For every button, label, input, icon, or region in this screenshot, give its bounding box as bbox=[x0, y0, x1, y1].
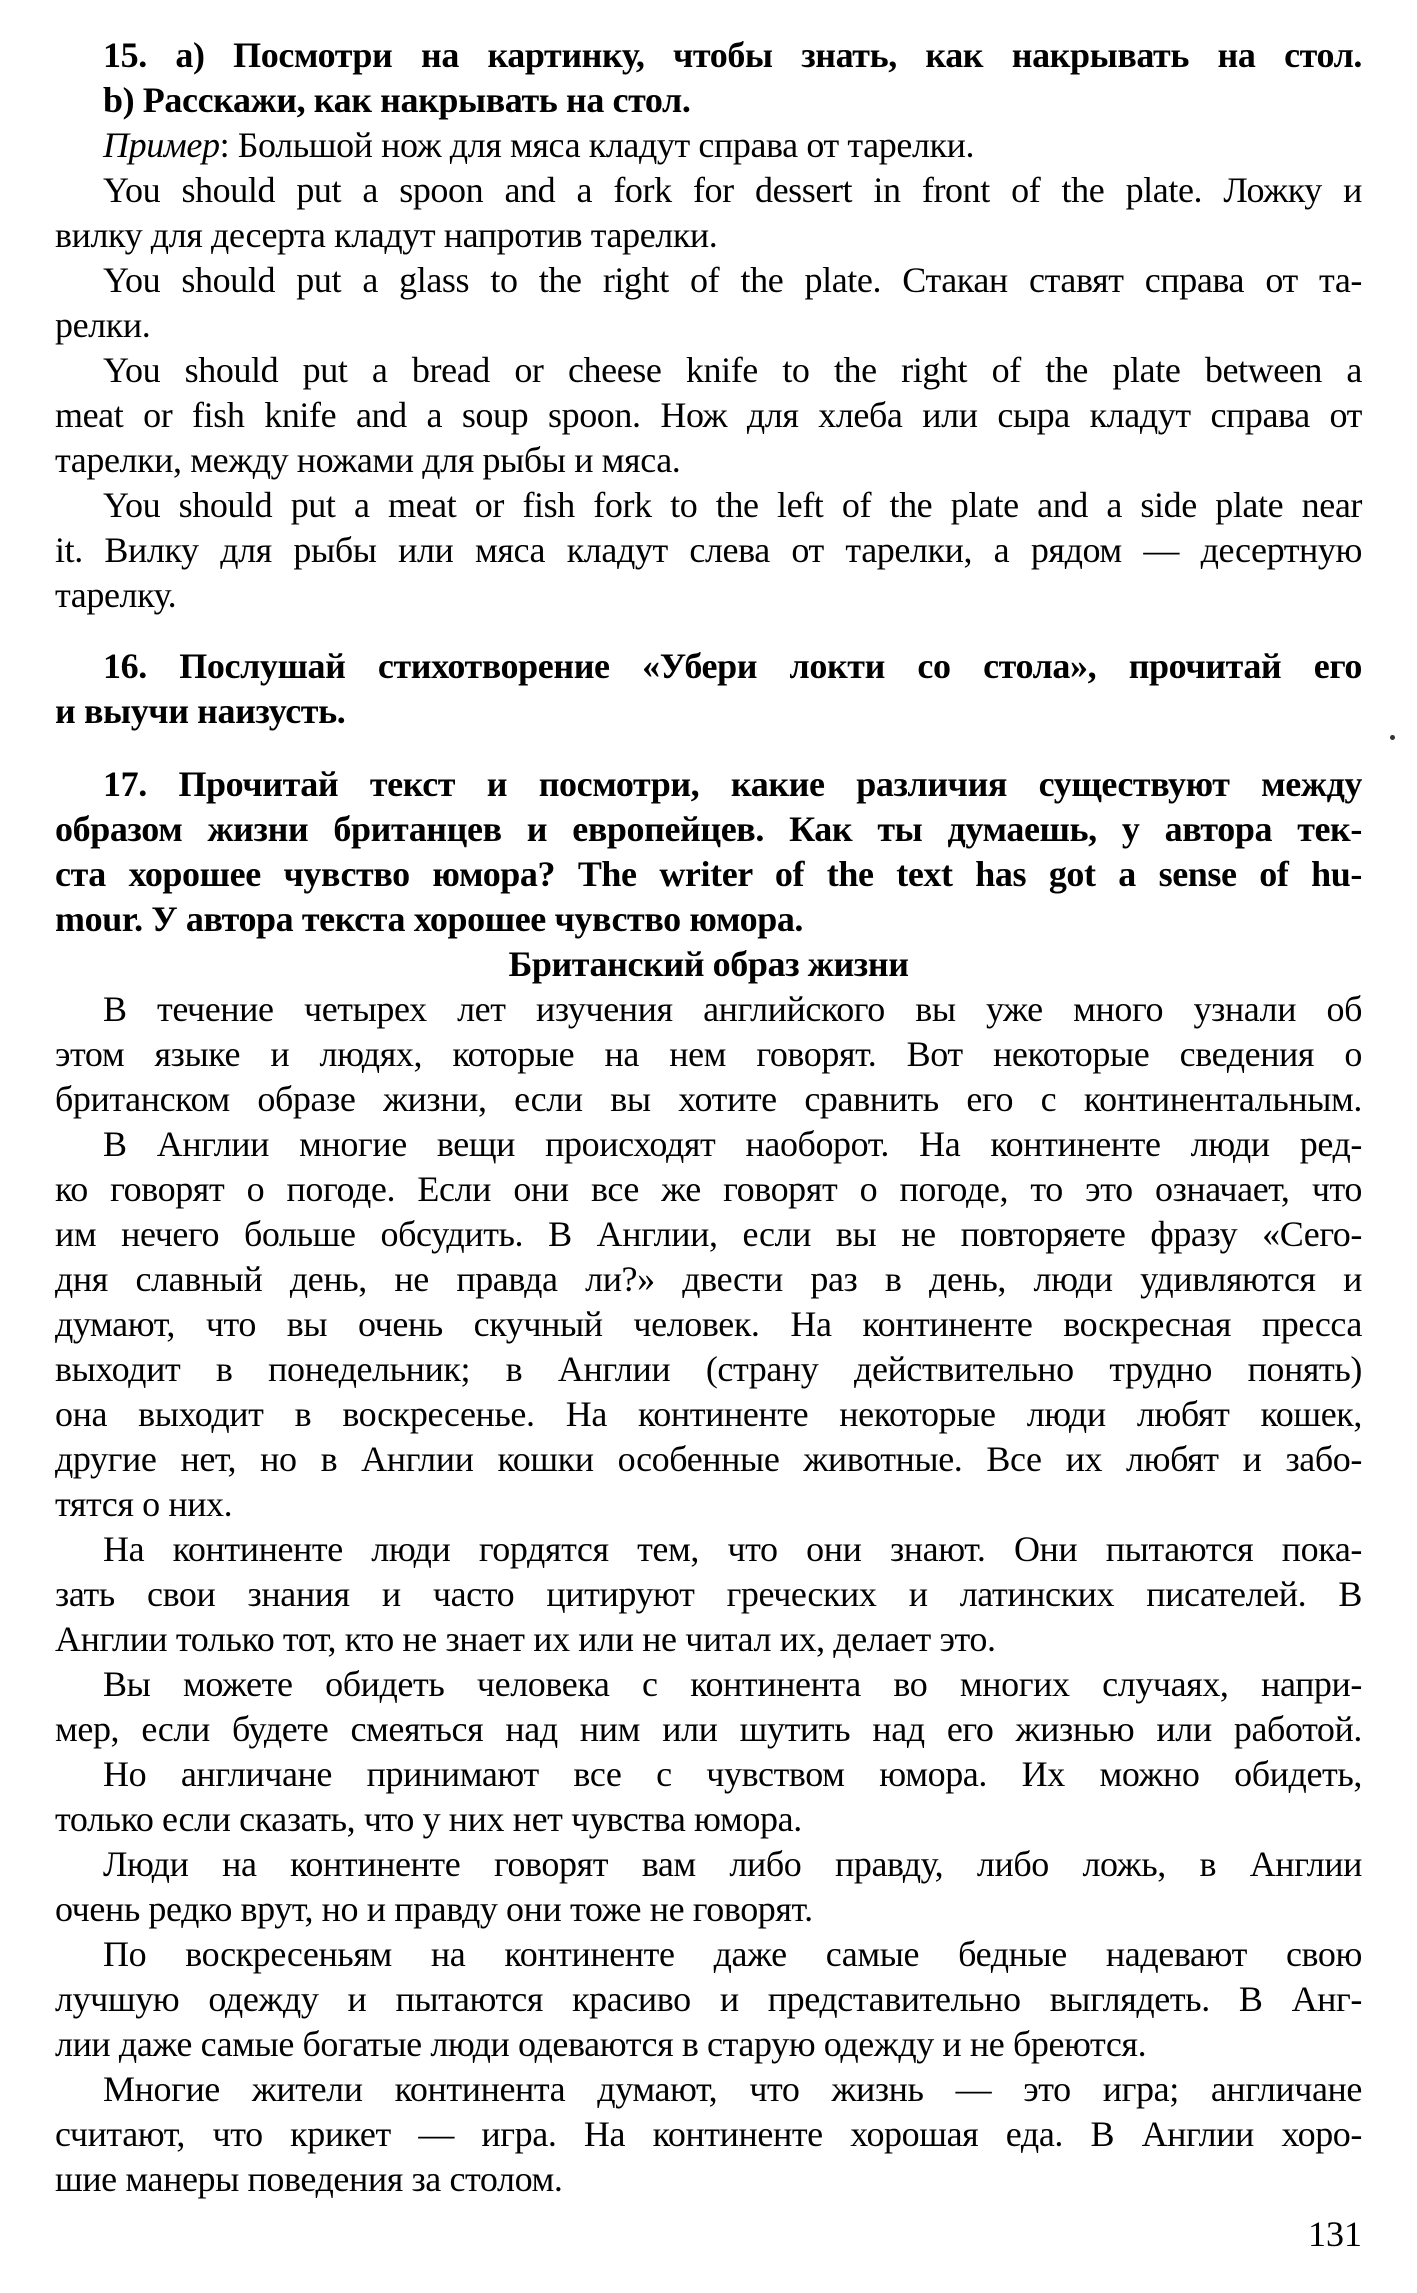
text-line: считают, что крикет — игра. На континенте хорошая еда. В Англии хоро- bbox=[55, 2114, 1362, 2154]
exercise-15a-line: 15. а) Посмотри на картинку, чтобы знать, как накрывать на стол. bbox=[103, 35, 1362, 75]
text-title-line: Британский образ жизни bbox=[508, 944, 909, 984]
text-line: вилку для десерта кладут напротив тарелки. bbox=[55, 215, 718, 255]
page-number: 131 bbox=[1308, 2214, 1362, 2254]
paragraph-offend bbox=[55, 1662, 1362, 1752]
text-line: На континенте люди гордятся тем, что они знают. Они пытаются пока- bbox=[103, 1529, 1362, 1569]
text-line: образом жизни британцев и европейцев. Как ты думаешь, у автора тек- bbox=[55, 809, 1362, 849]
text-line: тятся о них. bbox=[55, 1484, 233, 1524]
exercise-17-heading bbox=[55, 762, 1362, 942]
example-label: Пример bbox=[103, 125, 220, 165]
text-line: очень редко врут, но и правду они тоже не говорят. bbox=[55, 1889, 813, 1929]
text-line: мер, если будете смеяться над ним или шутить над его жизнью или работой. bbox=[55, 1709, 1362, 1749]
example-paragraph bbox=[55, 123, 1362, 168]
text-title bbox=[55, 942, 1362, 987]
text-line: шие манеры поведения за столом. bbox=[55, 2159, 563, 2199]
text-line: другие нет, но в Англии кошки особенные животные. Все их любят и забо- bbox=[55, 1439, 1362, 1479]
exercise-15-heading bbox=[55, 33, 1362, 123]
paragraph-life-game bbox=[55, 2067, 1362, 2202]
text-line: Люди на континенте говорят вам либо правду, либо ложь, в Англии bbox=[103, 1844, 1362, 1884]
text-line: Вы можете обидеть человека с континента во многих случаях, напри- bbox=[103, 1664, 1362, 1704]
text-line: You should put a bread or cheese knife to the right of the plate between a bbox=[103, 350, 1362, 390]
page-number-row bbox=[55, 2212, 1362, 2257]
text-line: В Англии многие вещи происходят наоборот. На континенте люди ред- bbox=[103, 1124, 1362, 1164]
text-line: По воскресеньям на континенте даже самые бедные надевают свою bbox=[103, 1934, 1362, 1974]
paragraph-bread-knife bbox=[55, 348, 1362, 483]
paragraph-meat-fork bbox=[55, 483, 1362, 618]
text-line: лучшую одежду и пытаются красиво и представительно выглядеть. В Анг- bbox=[55, 1979, 1362, 2019]
text-line: ко говорят о погоде. Если они все же говорят о погоде, то это означает, что bbox=[55, 1169, 1362, 1209]
exercise-16-heading bbox=[55, 644, 1362, 734]
text-line: Но англичане принимают все с чувством юмора. Их можно обидеть, bbox=[103, 1754, 1362, 1794]
text-line: it. Вилку для рыбы или мяса кладут слева от тарелки, а рядом — десертную bbox=[55, 530, 1362, 570]
paragraph-weather-press-cats bbox=[55, 1122, 1362, 1527]
scan-artifact-dot bbox=[1390, 735, 1395, 740]
paragraph-intro bbox=[55, 987, 1362, 1122]
text-column bbox=[55, 33, 1362, 2257]
example-line bbox=[55, 123, 1362, 168]
text-line: только если сказать, что у них нет чувства юмора. bbox=[55, 1799, 802, 1839]
text-line: тарелку. bbox=[55, 575, 177, 615]
text-line: этом языке и людях, которые на нем говорят. Вот некоторые сведения о bbox=[55, 1034, 1362, 1074]
text-line: Многие жители континента думают, что жизнь — это игра; англичане bbox=[103, 2069, 1362, 2109]
text-line: зать свои знания и часто цитируют греческих и латинских писателей. В bbox=[55, 1574, 1362, 1614]
exercise-15b-line: b) Расскажи, как накрывать на стол. bbox=[103, 80, 691, 120]
text-line: Англии только тот, кто не знает их или не читал их, делает это. bbox=[55, 1619, 996, 1659]
text-line: ста хорошее чувство юмора? The writer of the text has got a sense of hu- bbox=[55, 854, 1362, 894]
paragraph-sundays bbox=[55, 1932, 1362, 2067]
paragraph-truth bbox=[55, 1842, 1362, 1932]
text-line: тарелки, между ножами для рыбы и мяса. bbox=[55, 440, 681, 480]
text-line: релки. bbox=[55, 305, 151, 345]
text-line: You should put a glass to the right of the plate. Стакан ставят справа от та- bbox=[103, 260, 1362, 300]
paragraph-humour bbox=[55, 1752, 1362, 1842]
text-line: им нечего больше обсудить. В Англии, если вы не повторяете фразу «Сего- bbox=[55, 1214, 1362, 1254]
text-line: и выучи наизусть. bbox=[55, 691, 346, 731]
text-line: 17. Прочитай текст и посмотри, какие различия существуют между bbox=[103, 764, 1362, 804]
text-line: mour. У автора текста хорошее чувство юмора. bbox=[55, 899, 804, 939]
text-line: You should put a spoon and a fork for dessert in front of the plate. Ложку и bbox=[103, 170, 1362, 210]
text-line: You should put a meat or fish fork to the left of the plate and a side plate near bbox=[103, 485, 1362, 525]
text-line: выходит в понедельник; в Англии (страну действительно трудно понять) bbox=[55, 1349, 1362, 1389]
text-line: лии даже самые богатые люди одеваются в старую одежду и не бреются. bbox=[55, 2024, 1147, 2064]
text-line: meat or fish knife and a soup spoon. Нож для хлеба или сыра кладут справа от bbox=[55, 395, 1362, 435]
paragraph-spoon-fork bbox=[55, 168, 1362, 258]
text-line: дня славный день, не правда ли?» двести раз в день, люди удивляются и bbox=[55, 1259, 1362, 1299]
text-line: 16. Послушай стихотворение «Убери локти со стола», прочитай его bbox=[103, 646, 1362, 686]
text-line: британском образе жизни, если вы хотите сравнить его с континентальным. bbox=[55, 1079, 1362, 1119]
paragraph-knowledge bbox=[55, 1527, 1362, 1662]
text-line: В течение четырех лет изучения английского вы уже много узнали об bbox=[103, 989, 1362, 1029]
example-text: : Большой нож для мяса кладут справа от тарелки. bbox=[219, 125, 975, 165]
text-line: она выходит в воскресенье. На континенте некоторые люди любят кошек, bbox=[55, 1394, 1362, 1434]
text-line: думают, что вы очень скучный человек. На континенте воскресная пресса bbox=[55, 1304, 1362, 1344]
paragraph-glass bbox=[55, 258, 1362, 348]
